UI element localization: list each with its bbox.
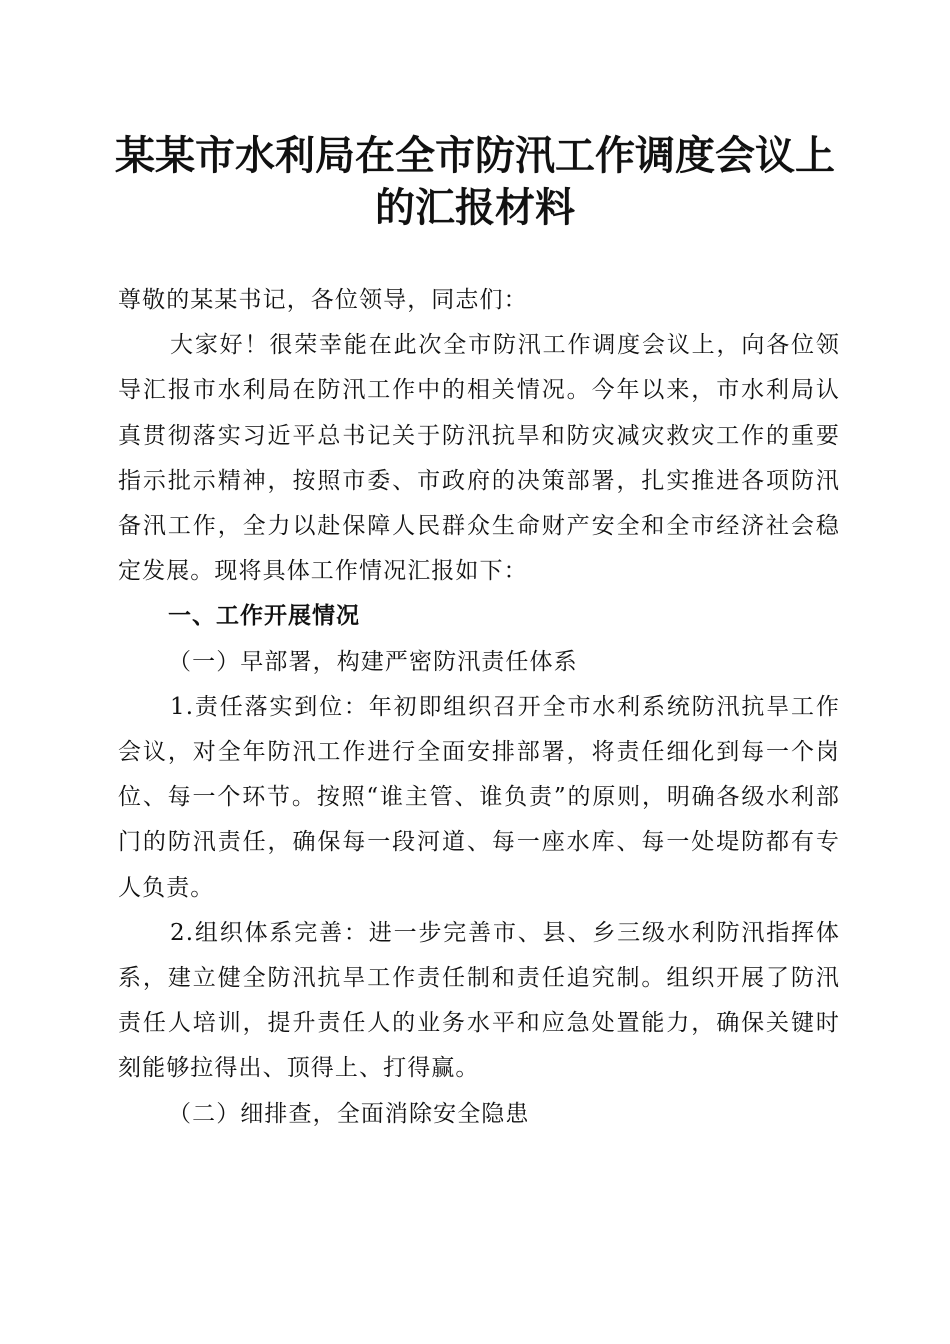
document-body xyxy=(118,278,840,1137)
item-paragraph-2: 2.组织体系完善：进一步完善市、县、乡三级水利防汛指挥体系，建立健全防汛抗旱工作责任制和责任追究制。组织开展了防汛责任人培训，提升责任人的业务水平和应急处置能力，确保关键时刻能够拉得出、顶得上、打得赢。 xyxy=(118,919,840,1082)
document-title: 某某市水利局在全市防汛工作调度会议上的汇报材料 xyxy=(115,132,835,231)
item-paragraph-1: 1.责任落实到位：年初即组织召开全市水利系统防汛抗旱工作会议，对全年防汛工作进行全面安排部署，将责任细化到每一个岗位、每一个环节。按照“谁主管、谁负责”的原则，明确各级水利部门的防汛责任，确保每一段河道、每一座水库、每一处堤防都有专人负责。 xyxy=(118,693,840,901)
salutation: 尊敬的某某书记，各位领导，同志们： xyxy=(118,287,528,313)
section-heading-1: 一、工作开展情况 xyxy=(168,603,360,630)
subsection-heading-2: （二）细排查，全面消除安全隐患 xyxy=(168,1100,530,1127)
subsection-heading-1: （一）早部署，构建严密防汛责任体系 xyxy=(168,648,578,675)
intro-paragraph: 大家好！很荣幸能在此次全市防汛工作调度会议上，向各位领导汇报市水利局在防汛工作中的相关情况。今年以来，市水利局认真贯彻落实习近平总书记关于防汛抗旱和防灾减灾救灾工作的重要指示批示精神，按照市委、市政府的决策部署，扎实推进各项防汛备汛工作，全力以赴保障人民群众生命财产安全和全市经济社会稳定发展。现将具体工作情况汇报如下： xyxy=(118,332,840,585)
